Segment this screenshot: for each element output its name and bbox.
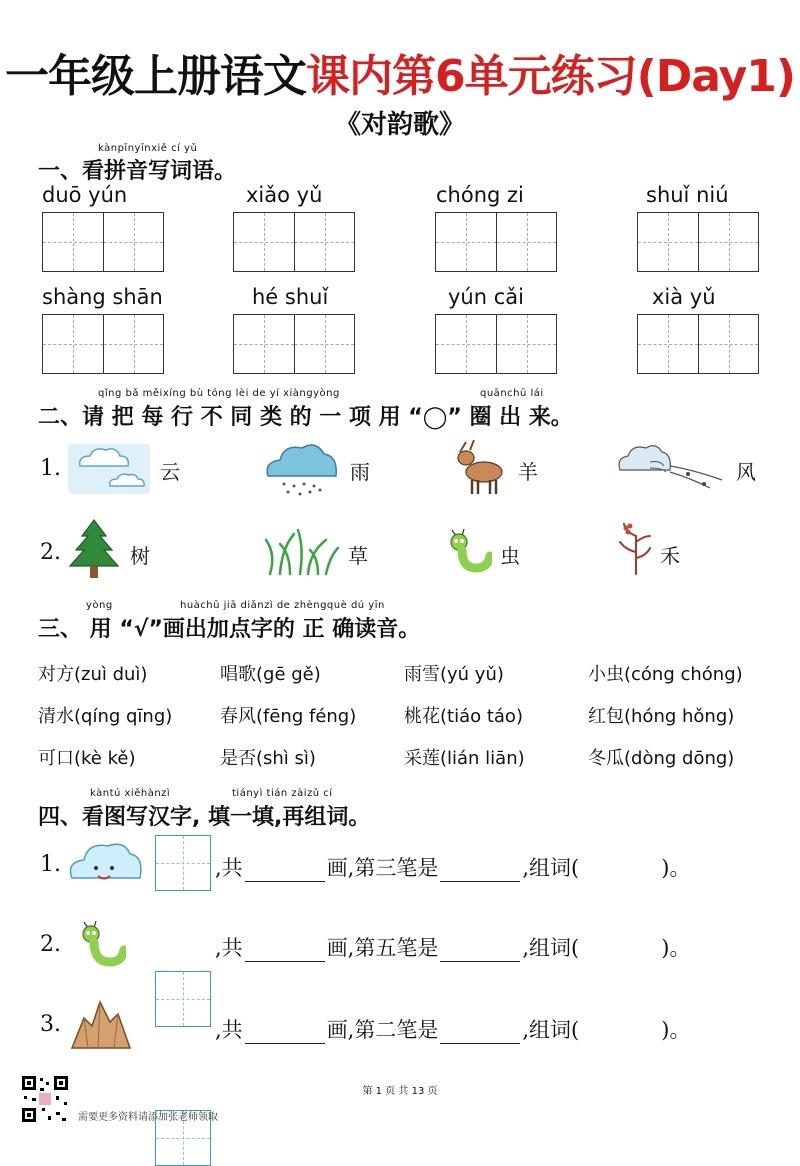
reading-option[interactable]: 春风(fēng féng)	[220, 706, 357, 727]
tree-icon[interactable]	[64, 518, 124, 580]
sec2-ruby: qǐng bǎ měixíng bù tóng lèi de yí xiàngyòng	[98, 388, 340, 399]
pinyin-label: xià yǔ	[652, 285, 716, 309]
writing-grid[interactable]	[42, 314, 164, 374]
writing-grid[interactable]	[233, 212, 355, 272]
cloud-icon[interactable]	[66, 440, 152, 496]
sec2-ruby: quānchū lái	[480, 388, 544, 399]
option-char[interactable]: 禾	[660, 544, 680, 568]
mountain-icon	[68, 996, 134, 1052]
option-char[interactable]: 云	[160, 460, 180, 484]
reading-option[interactable]: 小虫(cóng chóng)	[588, 664, 743, 685]
worm-icon[interactable]	[448, 528, 492, 574]
wind-icon[interactable]	[616, 440, 726, 496]
writing-grid[interactable]	[637, 314, 759, 374]
pinyin-label: chóng zi	[436, 183, 524, 207]
option-char[interactable]: 风	[736, 460, 756, 484]
page-number: 第 1 页 共 13 页	[362, 1086, 438, 1097]
row-number: 1.	[40, 456, 61, 481]
character-writing-box[interactable]	[155, 971, 211, 1027]
pinyin-label: hé shuǐ	[252, 285, 329, 309]
footer-note: 需要更多资料请添加张老师领取	[78, 1112, 218, 1123]
rain-cloud-icon[interactable]	[262, 440, 342, 500]
lesson-subtitle: 《对韵歌》	[334, 110, 465, 140]
cloud-icon	[66, 838, 144, 892]
sec2-heading: 二、请 把 每 行 不 同 类 的 一 项 用 “◯” 圈 出 来。	[38, 405, 573, 430]
stroke-blank[interactable]	[440, 1042, 520, 1044]
reading-option[interactable]: 唱歌(gē gě)	[220, 664, 321, 685]
pinyin-label: shàng shān	[42, 285, 163, 309]
sec1-ruby: kànpīnyīnxiě cí yǔ	[98, 143, 198, 154]
item-number: 2.	[40, 932, 61, 957]
stroke-blank[interactable]	[440, 880, 520, 882]
rice-plant-icon[interactable]	[616, 522, 656, 576]
option-char[interactable]: 树	[130, 544, 150, 568]
stroke-blank[interactable]	[440, 960, 520, 962]
worm-icon	[78, 920, 126, 970]
sec3-heading: 三、 用 “√”画出加点字的 正 确读音。	[38, 617, 421, 642]
fill-line: ,共 画,第五笔是 ,组词( )。	[215, 936, 691, 960]
stroke-count-blank[interactable]	[245, 1042, 325, 1044]
reading-option[interactable]: 雨雪(yú yǔ)	[404, 664, 504, 685]
reading-option[interactable]: 桃花(tiáo táo)	[404, 706, 523, 727]
item-number: 1.	[40, 852, 61, 877]
reading-option[interactable]: 对方(zuì duì)	[38, 664, 148, 685]
pinyin-label: xiǎo yǔ	[246, 183, 323, 207]
writing-grid[interactable]	[233, 314, 355, 374]
sec3-ruby: huàchū jiā diǎnzì de zhèngquè dú yīn	[180, 600, 385, 611]
fill-line: ,共 画,第三笔是 ,组词( )。	[215, 856, 691, 880]
pinyin-label: duō yún	[42, 183, 128, 207]
item-number: 3.	[40, 1012, 61, 1037]
stroke-count-blank[interactable]	[245, 960, 325, 962]
reading-option[interactable]: 采莲(lián liān)	[404, 748, 525, 769]
reading-option[interactable]: 可口(kè kě)	[38, 748, 136, 769]
character-writing-box[interactable]	[155, 835, 211, 891]
sec4-ruby: kàntú xiěhànzì	[90, 788, 171, 799]
sec4-heading: 四、看图写汉字, 填一填,再组词。	[38, 805, 371, 830]
goat-icon[interactable]	[450, 438, 508, 500]
pinyin-label: yún cǎi	[448, 285, 524, 309]
stroke-count-blank[interactable]	[245, 880, 325, 882]
sec3-ruby: yòng	[86, 600, 113, 611]
fill-line: ,共 画,第二笔是 ,组词( )。	[215, 1018, 691, 1042]
writing-grid[interactable]	[42, 212, 164, 272]
grass-icon[interactable]	[262, 526, 340, 576]
reading-option[interactable]: 清水(qíng qīng)	[38, 706, 173, 727]
option-char[interactable]: 虫	[500, 544, 520, 568]
writing-grid[interactable]	[435, 314, 557, 374]
writing-grid[interactable]	[637, 212, 759, 272]
option-char[interactable]: 草	[348, 544, 368, 568]
sec4-ruby: tiányì tián zàizǔ cí	[232, 788, 333, 799]
option-char[interactable]: 羊	[518, 460, 538, 484]
reading-option[interactable]: 是否(shì sì)	[220, 748, 316, 769]
writing-grid[interactable]	[435, 212, 557, 272]
reading-option[interactable]: 红包(hóng hǒng)	[588, 706, 735, 727]
reading-option[interactable]: 冬瓜(dòng dōng)	[588, 748, 735, 769]
page-title: 一年级上册语文课内第6单元练习(Day1)	[4, 51, 795, 102]
pinyin-label: shuǐ niú	[646, 183, 729, 207]
option-char[interactable]: 雨	[350, 460, 370, 484]
sec1-heading: 一、看拼音写词语。	[38, 159, 237, 184]
row-number: 2.	[40, 540, 61, 565]
